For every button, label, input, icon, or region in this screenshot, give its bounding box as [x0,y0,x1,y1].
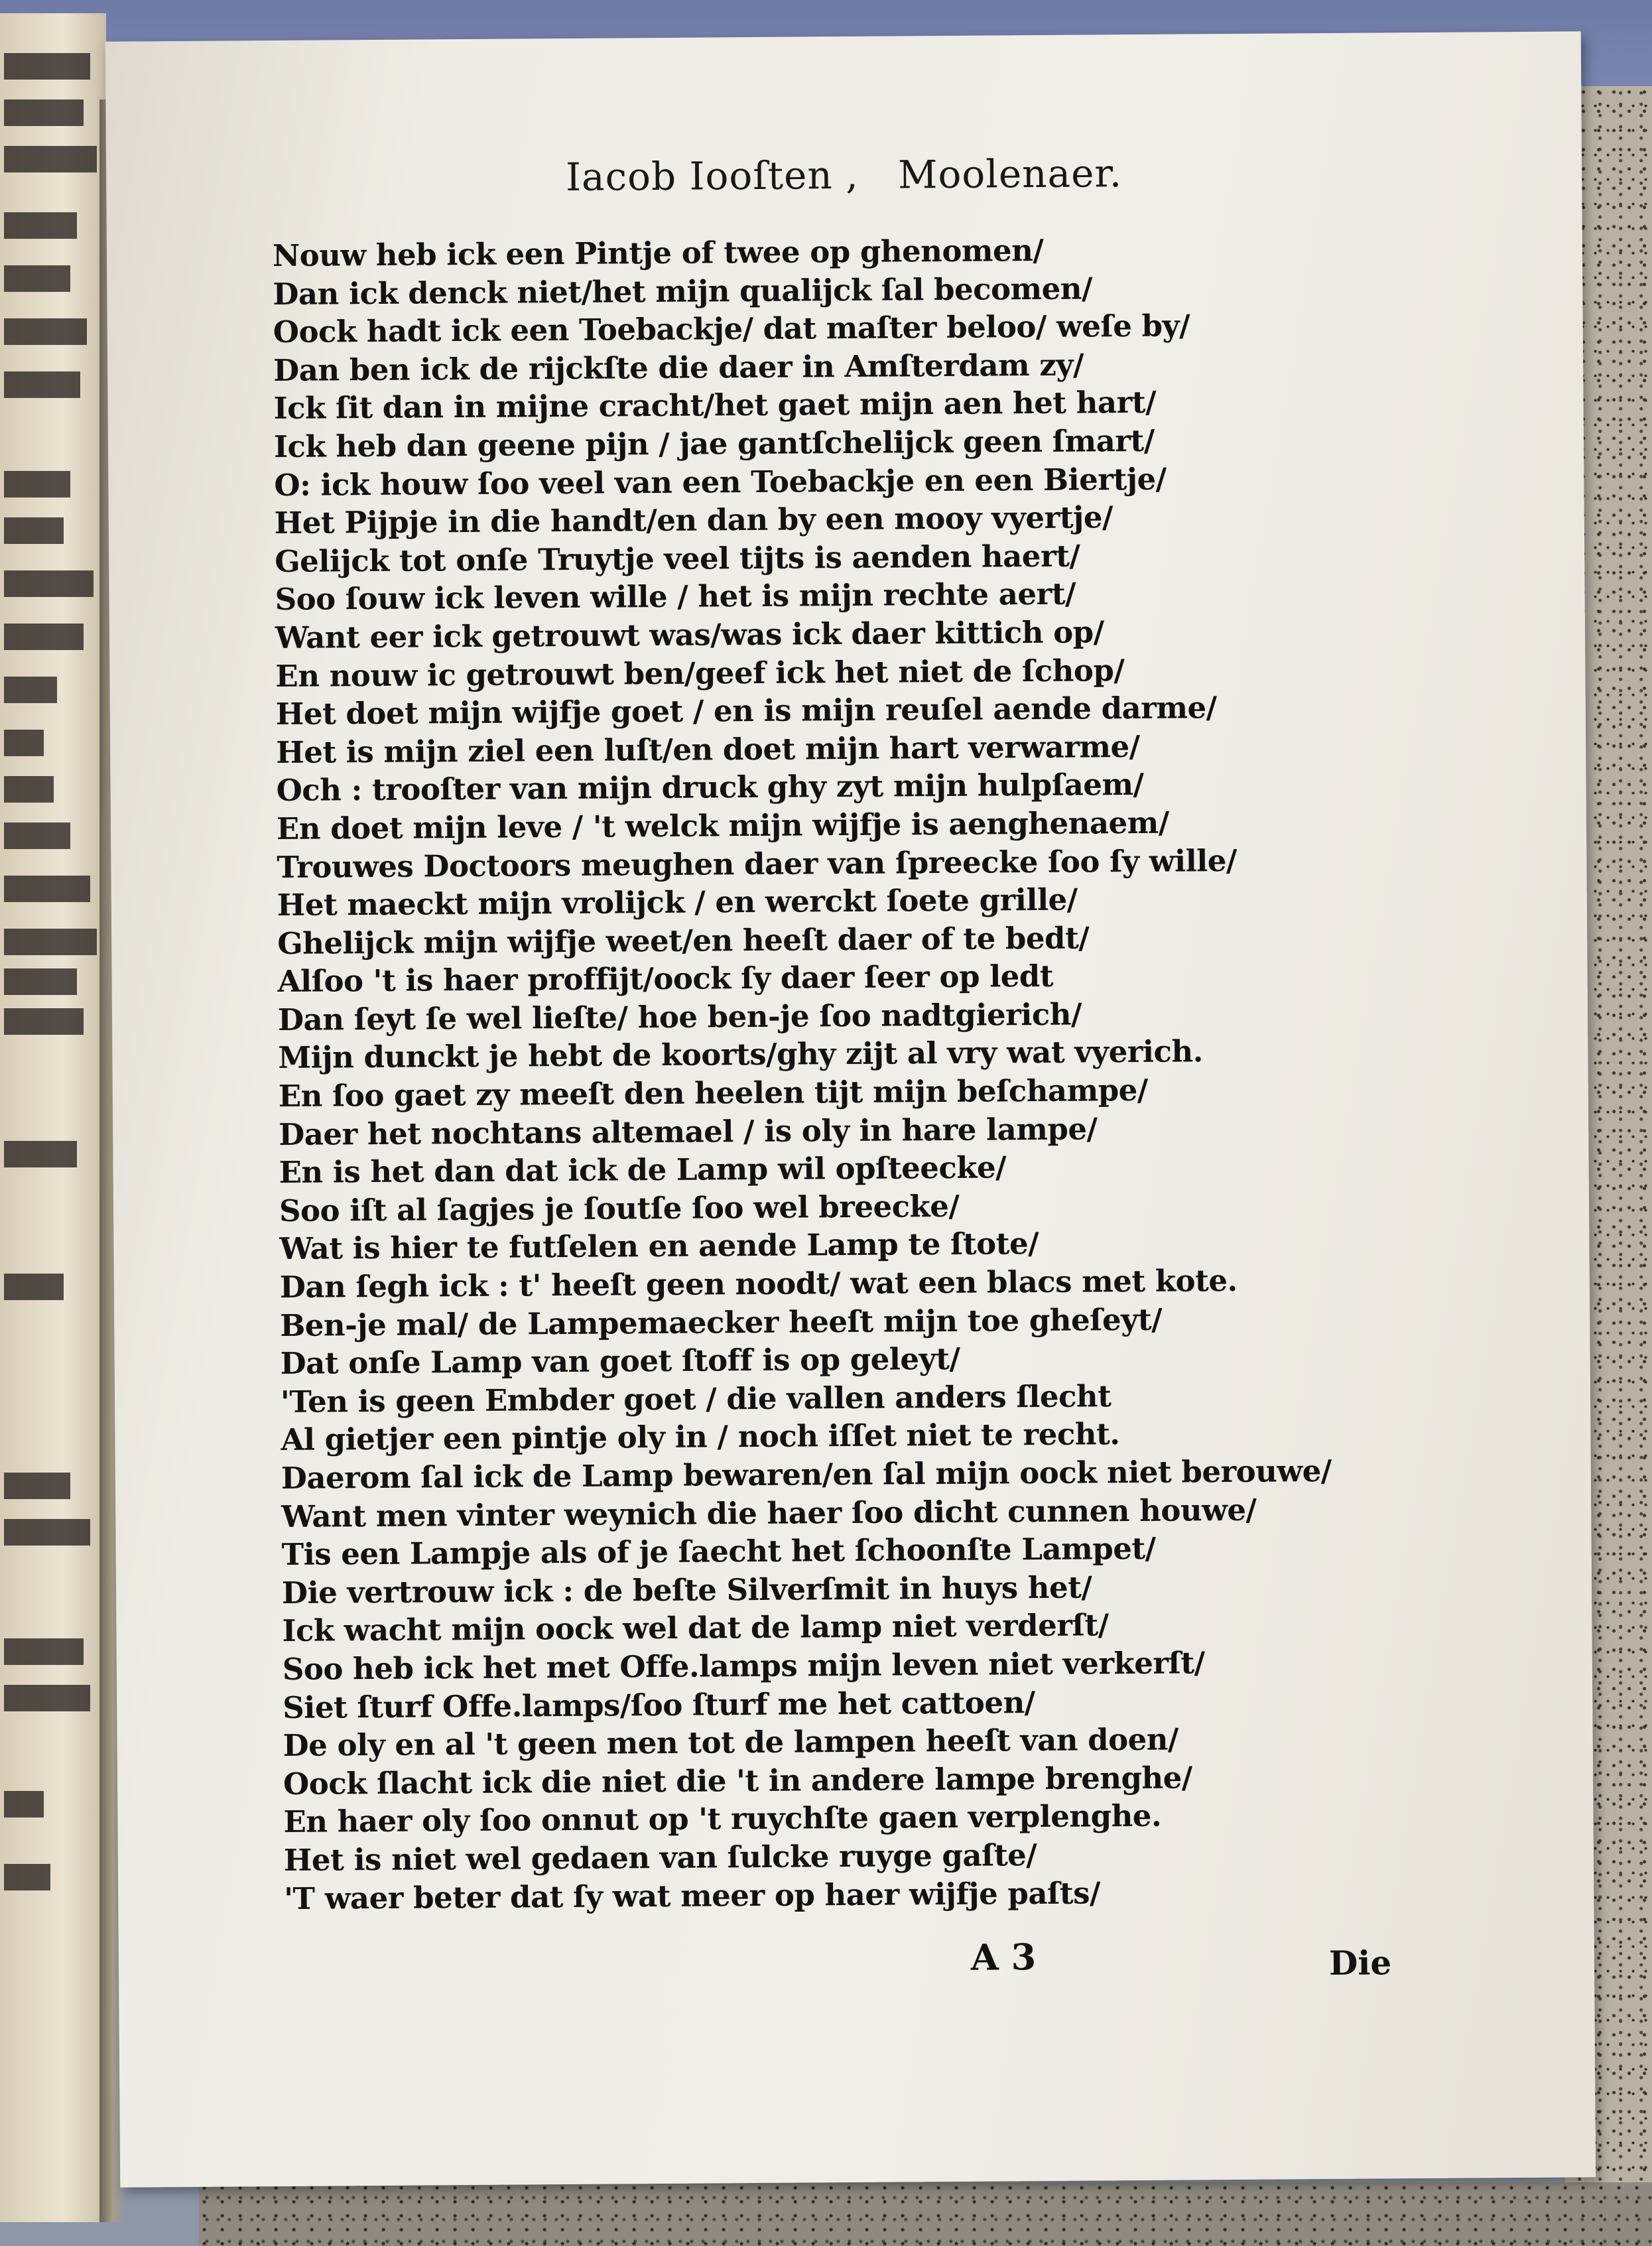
verse-line: De oly en al 't geen men tot de lampen heeſt van doen/ [283,1721,1179,1764]
verse-line: Nouw heb ick een Pintje of twee op ghenomen/ [272,232,1044,274]
verse-line: Wat is hier te futſelen en aende Lamp te ſtote/ [279,1226,1039,1267]
verse-block [273,229,1452,1918]
verse-line: Alſoo 't is haer proffijt/oock ſy daer ſeer op ledt [277,958,1054,1000]
verse-line: 'Ten is geen Embder goet / die vallen anders ſlecht [280,1378,1112,1420]
verse-line: Het is niet wel gedaen van ſulcke ruyge gaſte/ [283,1837,1037,1878]
verse-line: Dan ſeyt ſe wel lieſte/ hoe ben-je ſoo nadtgierich/ [277,996,1082,1037]
signature-mark: A 3 [970,1936,1037,1979]
verse-line: O: ick houw ſoo veel van een Toebackje en een Biertje/ [274,461,1167,503]
verse-line: Daerom ſal ick de Lamp bewaren/en ſal mijn oock niet berouwe/ [281,1453,1332,1496]
verse-line: Ick wacht mijn oock wel dat de lamp niet verderſt/ [282,1607,1109,1649]
verse-line: Dan ſegh ick : t' heeſt geen noodt/ wat een blacs met kote. [279,1262,1238,1305]
verse-line: Ick ſit dan in mijne cracht/het gaet mijn aen het hart/ [273,385,1157,427]
verse-line: 'T waer beter dat ſy wat meer op haer wijfje paſts/ [284,1875,1101,1916]
verse-line: Al gietjer een pintje oly in / noch iſſet niet te recht. [281,1416,1120,1458]
verse-line: Soo ſouw ick leven wille / het is mijn rechte aert/ [275,576,1076,618]
verse-line: Ben-je mal/ de Lampemaecker heeſt mijn toe gheſeyt/ [280,1301,1163,1343]
verse-line: Tis een Lampje als of je ſaecht het ſchoonſte Lampet/ [281,1530,1156,1573]
verse-line: En haer oly ſoo onnut op 't ruychſte gaen verplenghe. [283,1798,1162,1840]
verse-line: Het is mijn ziel een luſt/en doet mijn hart verwarme/ [276,728,1140,770]
verse-line: Daer het nochtans altemael / is oly in hare lampe/ [279,1111,1098,1152]
running-head-author: Iacob Iooſten , [565,152,859,200]
verse-line: Soo heb ick het met Offe.lamps mijn leven niet verkerſt/ [282,1645,1205,1687]
verse-line: Och : trooſter van mijn druck ghy zyt mijn hulpſaem/ [276,767,1144,809]
running-head [106,147,1582,203]
verse-line: Want eer ick getrouwt was/was ick daer kittich op/ [275,614,1104,655]
verse-line: Ick heb dan geene pijn / jae gantſchelijck geen ſmart/ [273,423,1155,465]
verse-line: Oock hadt ick een Toebackje/ dat maſter beloo/ weſe by/ [273,308,1190,350]
stone-surface-bottom [199,2182,1652,2246]
verse-line: Siet ſturf Offe.lamps/ſoo ſturf me het cattoen/ [283,1684,1035,1725]
verse-line: Soo iſt al ſagjes je ſoutſe ſoo wel breecke/ [279,1188,960,1228]
verse-line: Dan ben ick de rijckſte die daer in Amſterdam zy/ [273,347,1084,388]
running-head-title: Moolenaer. [897,151,1123,198]
book-page [105,31,1596,2187]
verse-line: Dat onſe Lamp van goet ſtoff is op geleyt/ [280,1341,960,1382]
catchword: Die [1328,1943,1392,1983]
verse-line: Ghelijck mijn wijfje weet/en heeſt daer of te bedt/ [277,920,1090,961]
verse-line: En doet mijn leve / 't welck mijn wijfje is aenghenaem/ [276,805,1169,846]
verse-line: Mijn dunckt je hebt de koorts/ghy zijt al vry wat vyerich. [278,1033,1204,1076]
verse-line: En nouw ic getrouwt ben/geef ick het niet de ſchop/ [275,652,1125,694]
verse-line: Trouwes Doctoors meughen daer van ſpreecke ſoo ſy wille/ [277,842,1238,885]
verse-line: Want men vinter weynich die haer ſoo dicht cunnen houwe/ [281,1492,1257,1534]
verse-line: Het Pijpje in die handt/en dan by een mooy vyertje/ [274,499,1113,541]
verse-line: Gelijck tot onſe Truytje veel tijts is aenden haert/ [275,538,1080,579]
verse-line: Het maeckt mijn vrolijck / en werckt ſoete grille/ [277,882,1078,923]
verse-line: Dan ick denck niet/het mijn qualijck ſal becomen/ [273,271,1093,312]
verse-line: Oock ſlacht ick die niet die 't in andere lampe brenghe/ [283,1760,1192,1802]
verse-line: En ſoo gaet zy meeſt den heelen tijt mijn beſchampe/ [278,1072,1148,1114]
verse-line: En is het dan dat ick de Lamp wil opſteecke/ [279,1150,1007,1191]
previous-page-edge [0,13,106,2222]
verse-line: Die vertrouw ick : de beſte Silverſmit in huys het/ [281,1569,1092,1611]
verse-line: Het doet mijn wijfje goet / en is mijn reuſel aende darme/ [275,690,1217,732]
